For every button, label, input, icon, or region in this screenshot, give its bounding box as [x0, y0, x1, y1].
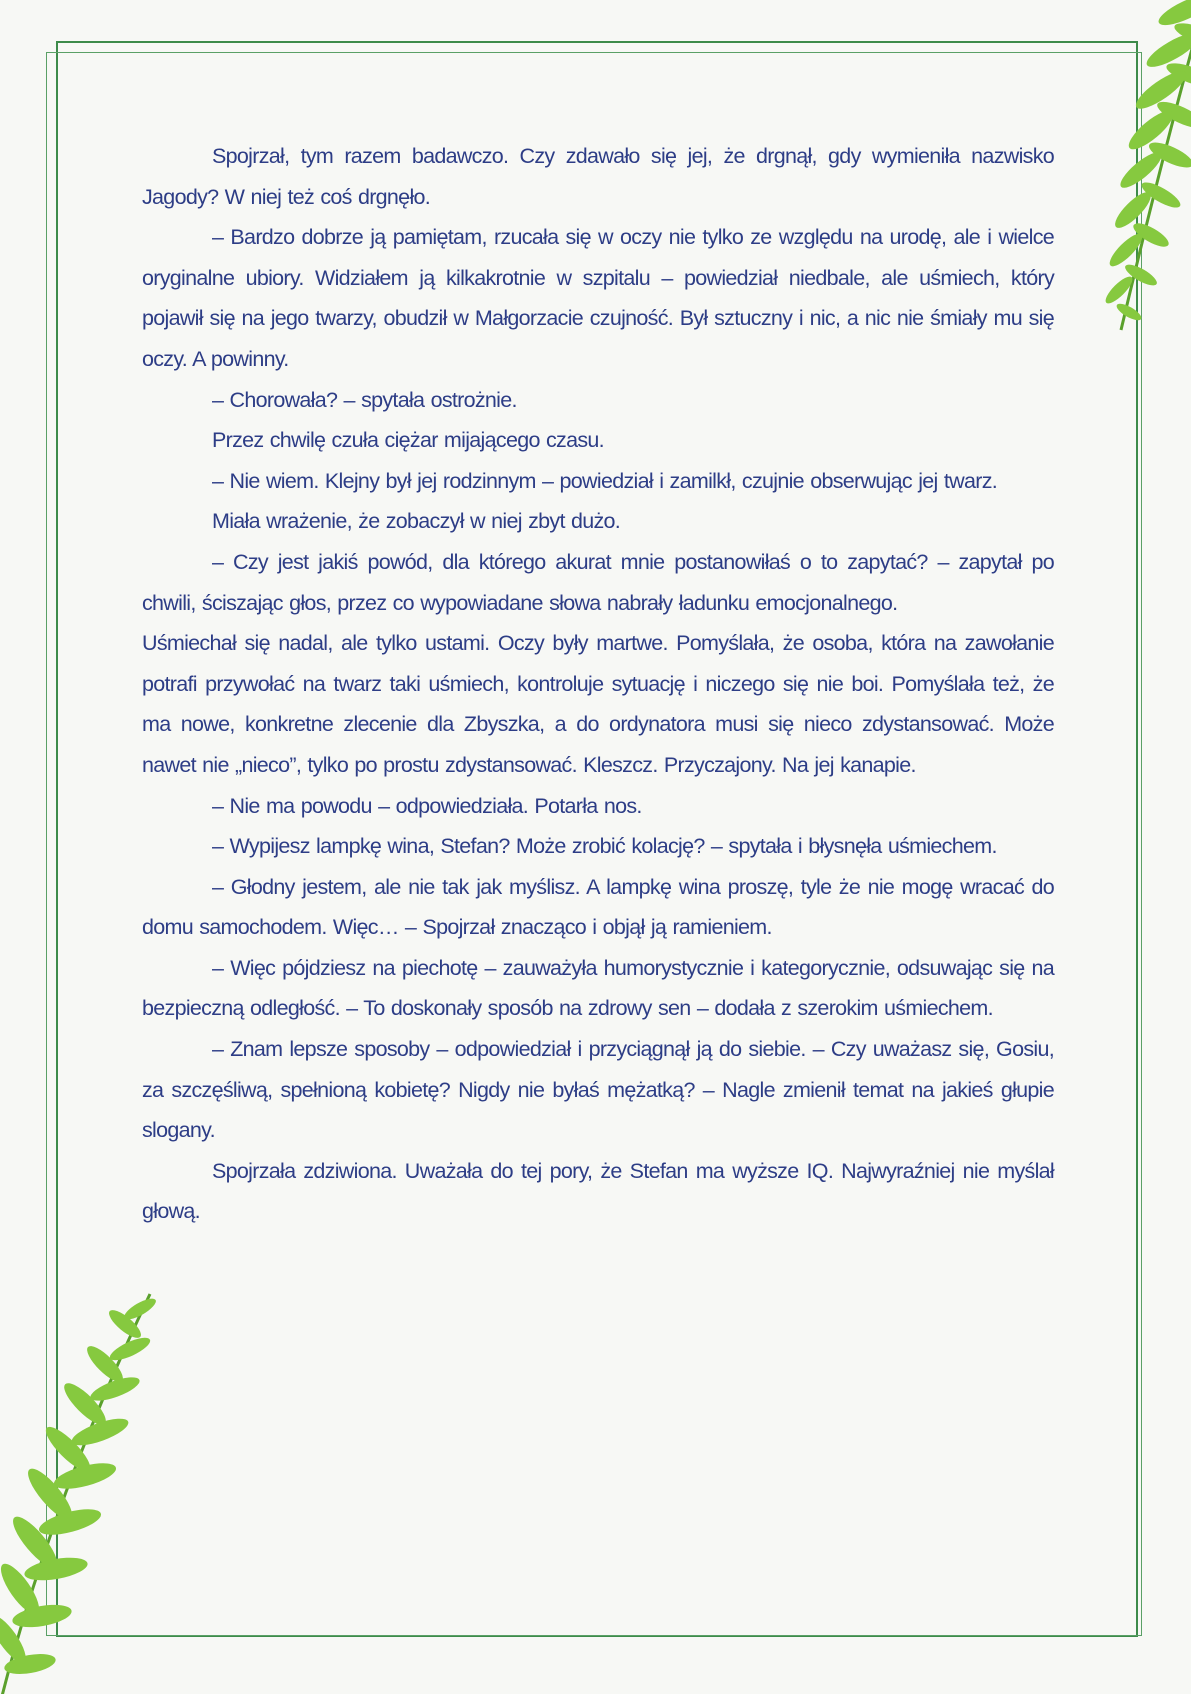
paragraph: – Znam lepsze sposoby – odpowiedział i przyciągnął ją do siebie. – Czy uważasz się, Gosiu, za szczęśliwą, spełnioną kobietę? Nigdy nie byłaś mężatką? – Nagle zmienił temat na jakieś głupie slogany. [142, 1037, 1054, 1143]
document-body [142, 136, 1054, 1232]
paragraph: Spojrzał, tym razem badawczo. Czy zdawało się jej, że drgnął, gdy wymieniła nazwisko Jagody? W niej też coś drgnęło. [142, 144, 1054, 209]
paragraph: Miała wrażenie, że zobaczył w niej zbyt dużo. [212, 509, 621, 534]
paragraph: – Bardzo dobrze ją pamiętam, rzucała się w oczy nie tylko ze względu na urodę, ale i wielce oryginalne ubiory. Widziałem ją kilkakrotnie w szpitalu – powiedział niedbale, ale uśmiech, który pojawił się na jego twarzy, obudził w Małgorzacie czujność. Był sztuczny i nic, a nic nie śmiały mu się oczy. A powinny. [142, 225, 1054, 371]
paragraph: Uśmiechał się nadal, ale tylko ustami. Oczy były martwe. Pomyślała, że osoba, która na zawołanie potrafi przywołać na twarz taki uśmiech, kontroluje sytuację i niczego się nie boi. Pomyślała też, że ma nowe, konkretne zlecenie dla Zbyszka, a do ordynatora musi się nieco zdystansować. Może nawet nie „nieco”, tylko po prostu zdystansować. Kleszcz. Przyczajony. Na jej kanapie. [142, 631, 1054, 777]
paragraph: – Chorowała? – spytała ostrożnie. [212, 387, 517, 412]
paragraph: – Czy jest jakiś powód, dla którego akurat mnie postanowiłaś o to zapytać? – zapytał po chwili, ściszając głos, przez co wypowiadane słowa nabrały ładunku emocjonalnego. [142, 549, 1054, 615]
paragraph: – Nie wiem. Klejny był jej rodzinnym – powiedział i zamilkł, czujnie obserwując jej twarz. [212, 468, 998, 493]
paragraph: – Nie ma powodu – odpowiedziała. Potarła nos. [212, 793, 642, 818]
paragraph: Spojrzała zdziwiona. Uważała do tej pory, że Stefan ma wyższe IQ. Najwyraźniej nie myślał głową. [142, 1158, 1054, 1224]
paragraph: – Wypijesz lampkę wina, Stefan? Może zrobić kolację? – spytała i błysnęła uśmiechem. [212, 834, 997, 859]
paragraph: – Więc pójdziesz na piechotę – zauważyła humorystycznie i kategorycznie, odsuwając się na bezpieczną odległość. – To doskonały sposób na zdrowy sen – dodała z szerokim uśmiechem. [142, 955, 1054, 1021]
paragraph: – Głodny jestem, ale nie tak jak myślisz. A lampkę wina proszę, tyle że nie mogę wracać do domu samochodem. Więc… – Spojrzał znacząco i objął ją ramieniem. [142, 874, 1054, 940]
paragraph: Przez chwilę czuła ciężar mijającego czasu. [212, 428, 604, 453]
